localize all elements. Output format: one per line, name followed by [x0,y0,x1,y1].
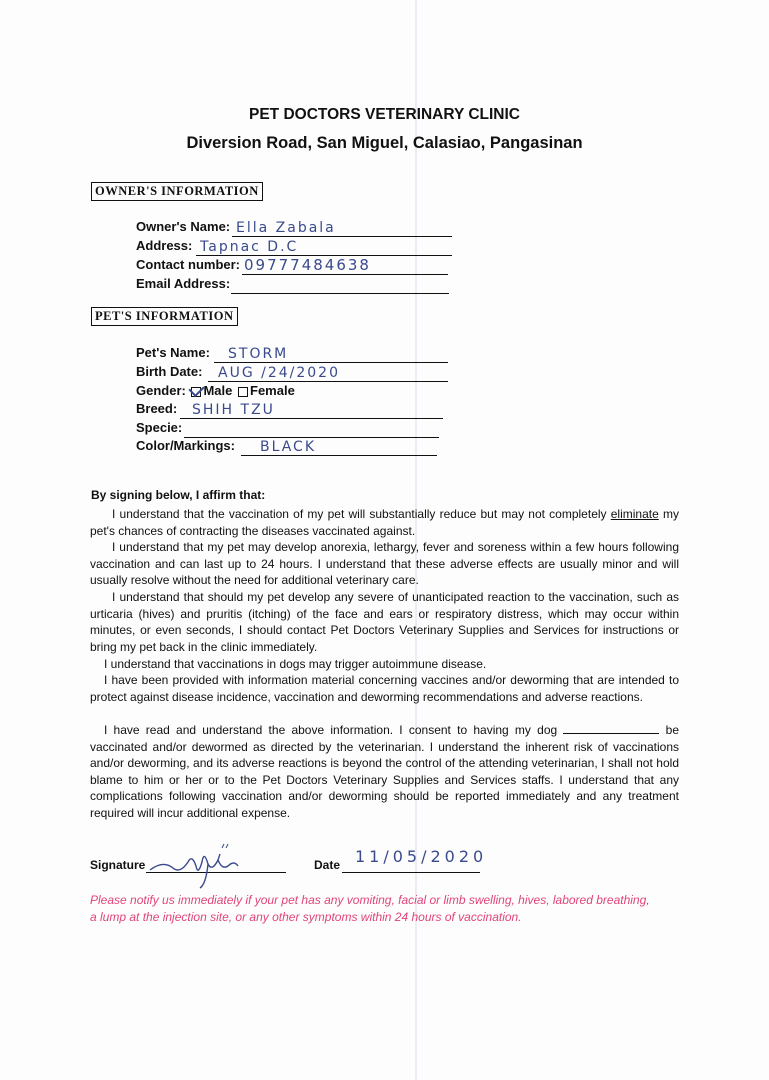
affirm-paragraph-2: I understand that my pet may develop anorexia, lethargy, fever and soreness within a few hours following vaccination and can last up to 24 hours. I understand that these adverse effects are usually minor and will usually resolve without the need for additional veterinary care. [90,540,679,587]
address-field[interactable] [136,238,299,256]
date-label: Date [314,858,341,872]
address-label: Address: [136,238,193,253]
contact-value: 09777484638 [244,256,371,274]
address-value: Tapnac D.C [200,239,299,255]
gender-female-checkbox[interactable] [238,387,248,397]
birth-date-label: Birth Date: [136,364,203,379]
affirm-paragraph-3: I understand that should my pet develop any severe of unanticipated reaction to the vaccination, such as urticaria (hives) and pruritis (itching) of the face and ears or respiratory distress, which may occur within minutes, or even seconds, I should contact Pet Doctors Veterinary Supplies and Services for instructions or bring my pet back in the clinic immediately. [90,590,679,654]
gender-female-label: Female [250,383,295,398]
specie-label: Specie: [136,420,183,435]
notice-text: Please notify us immediately if your pet has any vomiting, facial or limb swelling, hives, labored breathing, a lump at the injection site, or any other symptoms within 24 hours of vaccination. [90,893,650,924]
color-markings-field[interactable] [136,438,317,456]
affirm-paragraph-4: I understand that vaccinations in dogs may trigger autoimmune disease. [104,657,487,671]
pet-name-field[interactable] [136,345,289,363]
affirm-paragraph-1: I understand that the vaccination of my pet will substantially reduce but may not completely eliminate my pet's chances of contracting the diseases vaccinated against. [90,507,679,538]
color-markings-label: Color/Markings: [136,438,235,453]
owner-name-field[interactable] [136,219,336,237]
dog-name-blank[interactable] [563,733,659,734]
gender-male-label: Male [203,383,233,398]
date-value: 11/05/2020 [355,847,488,866]
affirm-paragraph-5: I have been provided with information material concerning vaccines and/or deworming that are intended to protect against disease incidence, vaccination and deworming recommendations and adverse reactions. [90,673,679,704]
affirm-heading: By signing below, I affirm that: [91,488,266,502]
clinic-name: PET DOCTORS VETERINARY CLINIC [249,106,520,123]
clinic-address: Diversion Road, San Miguel, Calasiao, Pangasinan [186,134,583,152]
pet-section-title: PET'S INFORMATION [91,307,238,326]
owner-name-label: Owner's Name: [136,219,231,234]
email-label: Email Address: [136,276,231,291]
birth-date-value: AUG /24/2020 [218,365,340,381]
signature-label: Signature [90,858,146,872]
affirm-paragraph-6: I have read and understand the above information. I consent to having my dog be vaccinated and/or dewormed as directed by the veterinarian. I understand the inherent risk of vaccinations and/or deworming, and its adverse reactions is beyond the control of the attending veterinarian, I shall not hold blame to him or her or to the Pet Doctors Veterinary Supplies and Services staffs. I understand that any complications following vaccination and/or deworming should be reported immediately and any treatment required will incur additional expense. [90,723,679,820]
date-line[interactable] [342,872,480,873]
owner-name-value: Ella Zabala [236,220,336,236]
gender-label: Gender: [136,383,186,398]
email-field[interactable] [136,276,230,294]
contact-label: Contact number: [136,257,240,272]
specie-field[interactable] [136,420,182,438]
breed-field[interactable] [136,401,275,419]
breed-value: SHIH TZU [192,402,275,418]
gender-male-checkbox[interactable] [191,387,201,397]
owner-section-title: OWNER'S INFORMATION [91,182,263,201]
contact-field[interactable] [136,256,371,275]
pet-name-value: STORM [228,346,289,362]
breed-label: Breed: [136,401,178,416]
gender-field [136,383,295,401]
pet-name-label: Pet's Name: [136,345,210,360]
color-markings-value: BLACK [260,439,317,455]
birth-date-field[interactable] [136,364,340,382]
handwritten-signature [148,840,288,890]
